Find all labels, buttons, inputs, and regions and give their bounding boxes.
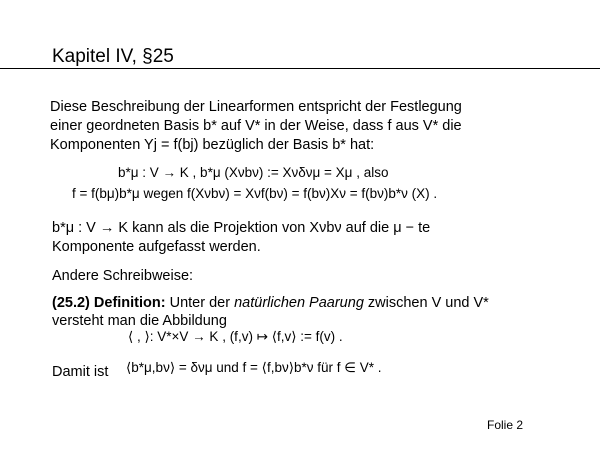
definition-term: natürlichen Paarung bbox=[234, 295, 364, 311]
slide-title: Kapitel IV, §25 bbox=[52, 46, 174, 67]
slide-body bbox=[50, 98, 570, 155]
paragraph-1-line-1: Diese Beschreibung der Linearformen entspricht der Festlegung bbox=[50, 99, 462, 115]
formula-pairing: ⟨ , ⟩: V*×V → K , (f,v) ↦ ⟨f,v⟩ := f(v) . bbox=[128, 329, 343, 344]
paragraph-2-line-2: Komponente aufgefasst werden. bbox=[52, 239, 261, 255]
paragraph-3: Andere Schreibweise: bbox=[52, 268, 194, 284]
definition-text-b: zwischen V und V* bbox=[363, 295, 489, 311]
definition-line-2: versteht man die Abbildung bbox=[52, 313, 227, 329]
formula-dual-basis: b*μ : V → K , b*μ (Xνbν) := Xνδνμ = Xμ , also bbox=[118, 165, 389, 180]
formula-expansion: f = f(bμ)b*μ wegen f(Xνbν) = Xνf(bν) = f(bν)Xν = f(bν)b*ν (X) . bbox=[72, 186, 438, 201]
damit-label: Damit ist bbox=[52, 364, 109, 380]
definition-label: (25.2) Definition: bbox=[52, 295, 166, 311]
paragraph-2-line-1: b*μ : V → K kann als die Projektion von Xνbν auf die μ − te bbox=[52, 220, 431, 236]
paragraph-1-line-3: Komponenten Yj = f(bj) bezüglich der Basis b* hat: bbox=[50, 137, 375, 153]
paragraph-1-line-2: einer geordneten Basis b* auf V* in der Weise, dass f aus V* die bbox=[50, 118, 462, 134]
definition-line-1 bbox=[52, 295, 489, 311]
title-divider bbox=[0, 68, 600, 69]
formula-pairing-identity: ⟨b*μ,bν⟩ = δνμ und f = ⟨f,bν⟩b*ν für f ∈ V* . bbox=[126, 360, 382, 375]
slide-number: Folie 2 bbox=[487, 418, 524, 432]
definition-text-a: Unter der bbox=[165, 295, 235, 311]
